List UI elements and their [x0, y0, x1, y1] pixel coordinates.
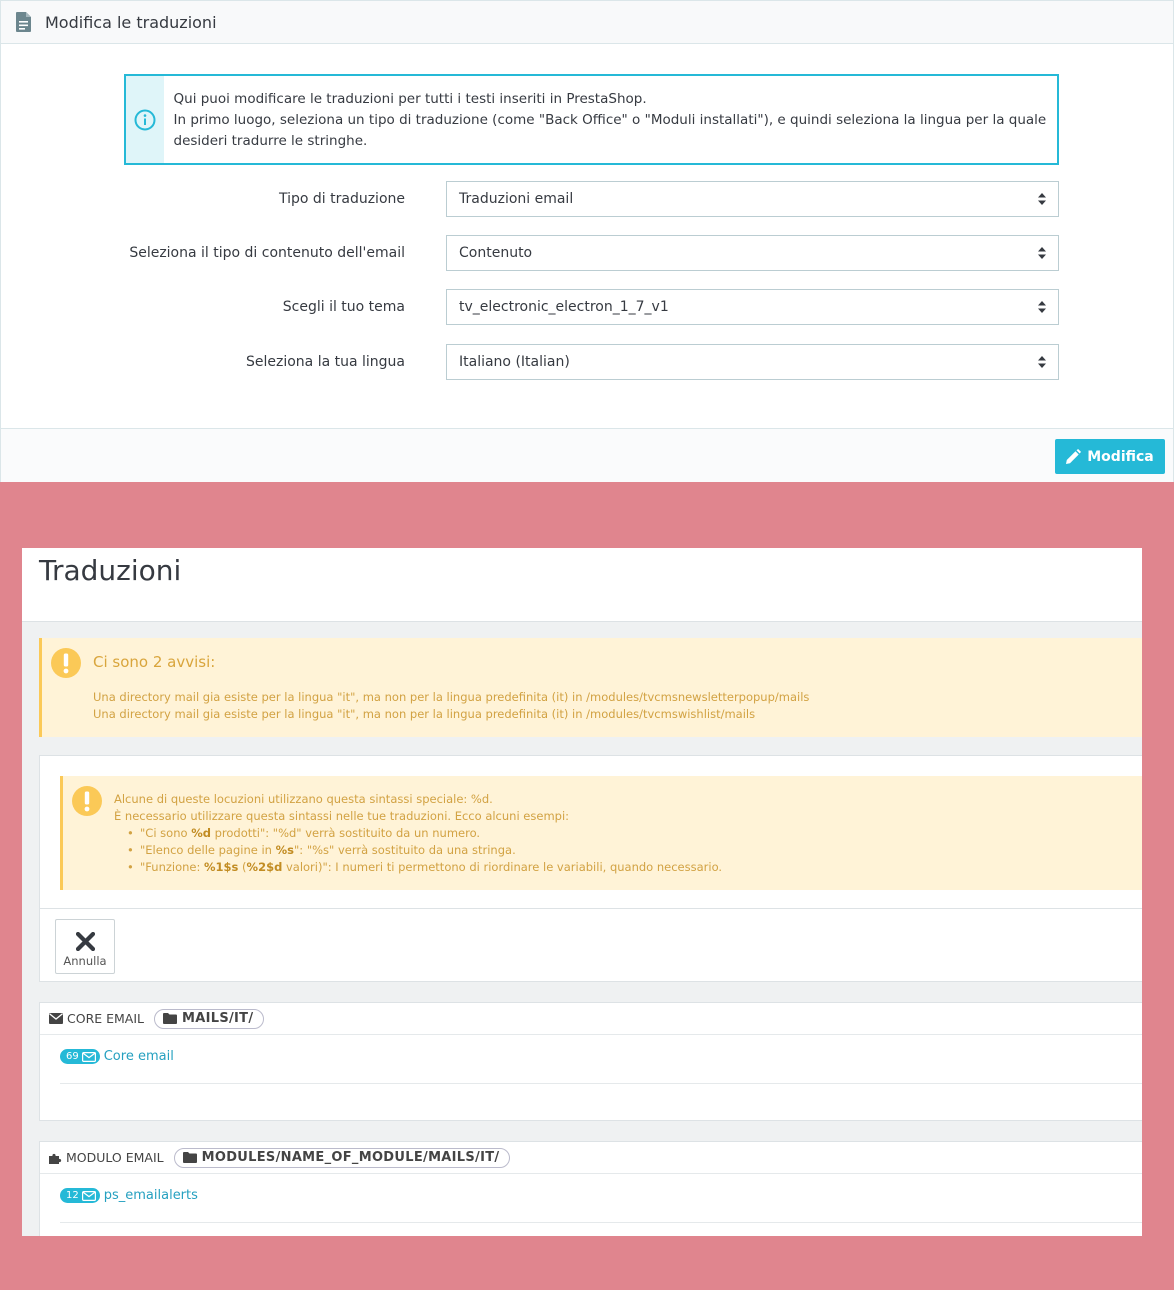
- theme-select[interactable]: tv_electronic_electron_1_7_v1: [446, 289, 1059, 325]
- folder-icon: [183, 1152, 197, 1163]
- puzzle-icon: [49, 1152, 62, 1164]
- modifica-button[interactable]: Modifica: [1055, 439, 1165, 474]
- syntax-example: • "Ci sono %d prodotti": "%d" verrà sostituito da un numero.: [140, 826, 480, 840]
- embedded-screenshot: [22, 548, 1142, 1236]
- page-header: [22, 548, 1142, 622]
- annulla-button[interactable]: Annulla: [55, 919, 115, 974]
- panel-header: [1, 1, 1173, 44]
- folder-icon: [163, 1013, 177, 1024]
- translations-panel: [0, 0, 1174, 482]
- info-icon: [134, 109, 156, 131]
- panel-footer: [1, 428, 1173, 482]
- warnings-title: Ci sono 2 avvisi:: [93, 653, 216, 671]
- envelope-outline-icon: [82, 1191, 96, 1201]
- translation-type-label: Tipo di traduzione: [278, 191, 405, 207]
- envelope-icon: [49, 1013, 63, 1024]
- panel-title: Modifica le traduzioni: [45, 12, 217, 32]
- module-email-panel: [39, 1141, 1142, 1236]
- core-email-header: [40, 1003, 1142, 1035]
- envelope-outline-icon: [82, 1052, 96, 1062]
- email-content-type-label: Seleziona il tipo di contenuto dell'email: [129, 245, 405, 261]
- module-email-title: MODULO EMAIL: [66, 1150, 164, 1165]
- warning-line: Una directory mail gia esiste per la lingua "it", ma non per la lingua predefinita (it) in /modules/tvcmswishlist/mails: [93, 707, 756, 721]
- language-select[interactable]: Italiano (Italian): [446, 344, 1059, 380]
- form-row-language: [1, 344, 1174, 380]
- email-content-type-select[interactable]: Contenuto: [446, 235, 1059, 271]
- exclamation-icon: [50, 647, 82, 679]
- syntax-example: • "Elenco delle pagine in %s": "%s" verrà sostituito da una stringa.: [140, 843, 516, 857]
- select-arrows-icon: [1038, 192, 1046, 206]
- syntax-alert: [60, 776, 1142, 890]
- syntax-line: Alcune di queste locuzioni utilizzano questa sintassi speciale: %d.: [114, 792, 493, 806]
- core-email-item[interactable]: [60, 1049, 174, 1064]
- info-text-line: In primo luogo, seleziona un tipo di traduzione (come "Back Office" o "Moduli installati"), e quindi seleziona la lingua per la quale desideri tradurre le stringhe.: [173, 112, 1047, 149]
- path-badge: MAILS/IT/: [154, 1009, 264, 1029]
- theme-label: Scegli il tuo tema: [282, 299, 405, 315]
- core-email-title: CORE EMAIL: [67, 1011, 145, 1026]
- page-title: Traduzioni: [39, 554, 182, 587]
- warning-line: Una directory mail gia esiste per la lingua "it", ma non per la lingua predefinita (it) in /modules/tvcmsnewsletterpopup/mails: [93, 690, 810, 704]
- module-email-link[interactable]: ps_emailalerts: [103, 1188, 198, 1203]
- exclamation-icon: [71, 785, 103, 817]
- count-badge: 69: [60, 1049, 100, 1064]
- form-row-translation-type: [1, 181, 1174, 217]
- warnings-alert: [39, 638, 1142, 737]
- info-alert: [124, 74, 1059, 165]
- count-badge: 12: [60, 1188, 100, 1203]
- close-icon: [76, 932, 95, 951]
- form-row-theme: [1, 289, 1174, 325]
- core-email-link[interactable]: Core email: [103, 1049, 174, 1064]
- translation-type-select[interactable]: Traduzioni email: [446, 181, 1059, 217]
- path-badge: MODULES/NAME_OF_MODULE/MAILS/IT/: [174, 1148, 511, 1168]
- module-email-header: [40, 1142, 1142, 1174]
- module-email-item[interactable]: [60, 1188, 198, 1203]
- select-arrows-icon: [1038, 246, 1046, 260]
- core-email-panel: [39, 1002, 1142, 1121]
- syntax-example: • "Funzione: %1$s (%2$d valori)": I numeri ti permettono di riordinare le variabili, quando necessario.: [140, 860, 722, 874]
- document-icon: [15, 12, 33, 32]
- syntax-line: È necessario utilizzare questa sintassi nelle tue traduzioni. Ecco alcuni esempi:: [114, 809, 570, 823]
- syntax-panel: [39, 755, 1142, 982]
- info-text-line: Qui puoi modificare le traduzioni per tutti i testi inseriti in PrestaShop.: [173, 91, 647, 107]
- language-label: Seleziona la tua lingua: [245, 354, 405, 370]
- select-arrows-icon: [1038, 300, 1046, 314]
- form-row-email-content-type: [1, 235, 1174, 271]
- pencil-icon: [1066, 449, 1081, 464]
- select-arrows-icon: [1038, 355, 1046, 369]
